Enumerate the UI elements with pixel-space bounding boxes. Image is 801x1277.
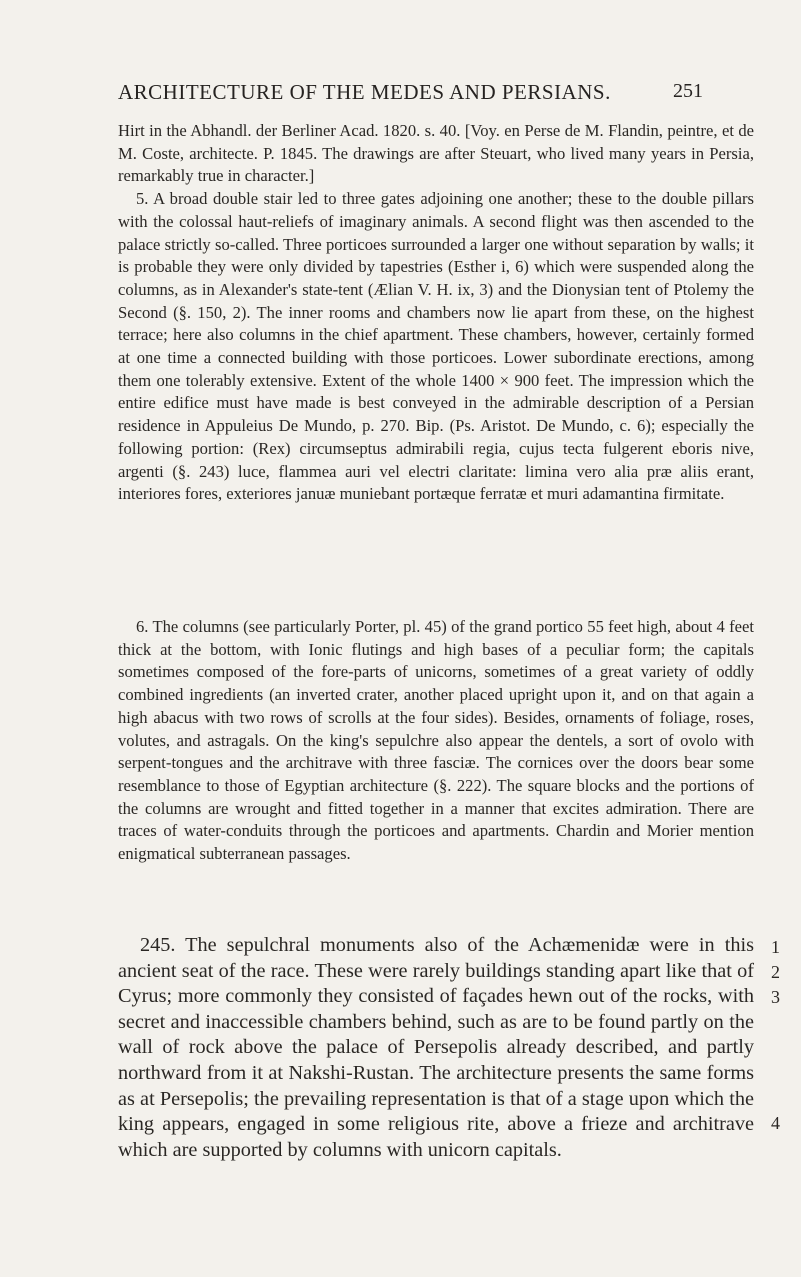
main-text-section xyxy=(118,933,754,1163)
paragraph-continuation: Hirt in the Abhandl. der Berliner Acad. 1820. s. 40. [Voy. en Perse de M. Flandin, peintre, et de M. Coste, architecte. P. 1845. The drawings are after Steuart, who lived many years in Persia, remarkably true in character.] xyxy=(118,121,754,186)
margin-note-ref: 2 xyxy=(771,962,780,982)
running-header xyxy=(118,80,703,110)
page-number: 251 xyxy=(673,80,703,102)
paragraph-6: 6. The columns (see particularly Porter, pl. 45) of the grand portico 55 feet high, about 4 feet thick at the bottom, with Ionic flutings and high bases of a peculiar form; the capitals sometimes composed of the fore-parts of unicorns, sometimes of a great variety of oddly combined ingredients (an inverted crater, another placed upright upon it, and on that again a high abacus with two rows of scrolls at the four sides). Besides, ornaments of foliage, roses, volutes, and astragals. On the king's sepulchre also appear the dentels, a sort of ovolo with serpent-tongues and the architrave with three fasciæ. The cornices over the doors bear some resemblance to those of Egyptian architecture (§. 222). The square blocks and the portions of the columns are wrought and fitted together in a manner that excites admiration. There are traces of water-conduits through the porticoes and apartments. Chardin and Morier mention enigmatical subterranean passages. xyxy=(118,617,754,864)
running-title: ARCHITECTURE OF THE MEDES AND PERSIANS. xyxy=(118,80,611,104)
small-print-section-2 xyxy=(118,616,754,866)
paragraph-245: 245. The sepulchral monuments also of the Achæmenidæ were in this ancient seat of the race. These were rarely buildings standing apart like that of Cyrus; more commonly they consisted of façades hewn out of the rocks, with secret and inaccessible chambers behind, such as are to be found partly on the wall of rock above the palace of Persepolis already described, and partly northward from it at Nakshi-Rustan. The architecture presents the same forms as at Persepolis; the prevailing representation is that of a stage upon which the king appears, engaged in some religious rite, above a frieze and architrave which are supported by columns with unicorn capitals. xyxy=(118,934,754,1161)
margin-note-ref: 4 xyxy=(771,1113,780,1133)
margin-note-ref: 3 xyxy=(771,987,780,1007)
margin-note-ref: 1 xyxy=(771,937,780,957)
small-print-section xyxy=(118,120,754,506)
paragraph-5: 5. A broad double stair led to three gates adjoining one another; these to the double pillars with the colossal haut-reliefs of imaginary animals. A second flight was then ascended to the palace strictly so-called. Three porticoes surrounded a larger one without separation by walls; it is probable they were only divided by tapestries (Esther i, 6) which were suspended along the columns, as in Alexander's state-tent (Ælian V. H. ix, 3) and the Dionysian tent of Ptolemy the Second (§. 150, 2). The inner rooms and chambers now lie apart from these, on the highest terrace; here also columns in the chief apartment. These chambers, however, certainly formed at one time a connected building with those porticoes. Lower subordinate erections, among them one tolerably extensive. Extent of the whole 1400 × 900 feet. The impression which the entire edifice must have made is best conveyed in the admirable description of a Persian residence in Appuleius De Mundo, p. 270. Bip. (Ps. Aristot. De Mundo, c. 6); especially the following portion: (Rex) circumseptus admirabili regia, cujus tecta fulgerent eboris nive, argenti (§. 243) luce, flammea auri vel electri claritate: limina vero alia præ aliis erant, interiores fores, exteriores januæ muniebant portæque ferratæ et muri adamantina firmitate. xyxy=(118,189,754,504)
